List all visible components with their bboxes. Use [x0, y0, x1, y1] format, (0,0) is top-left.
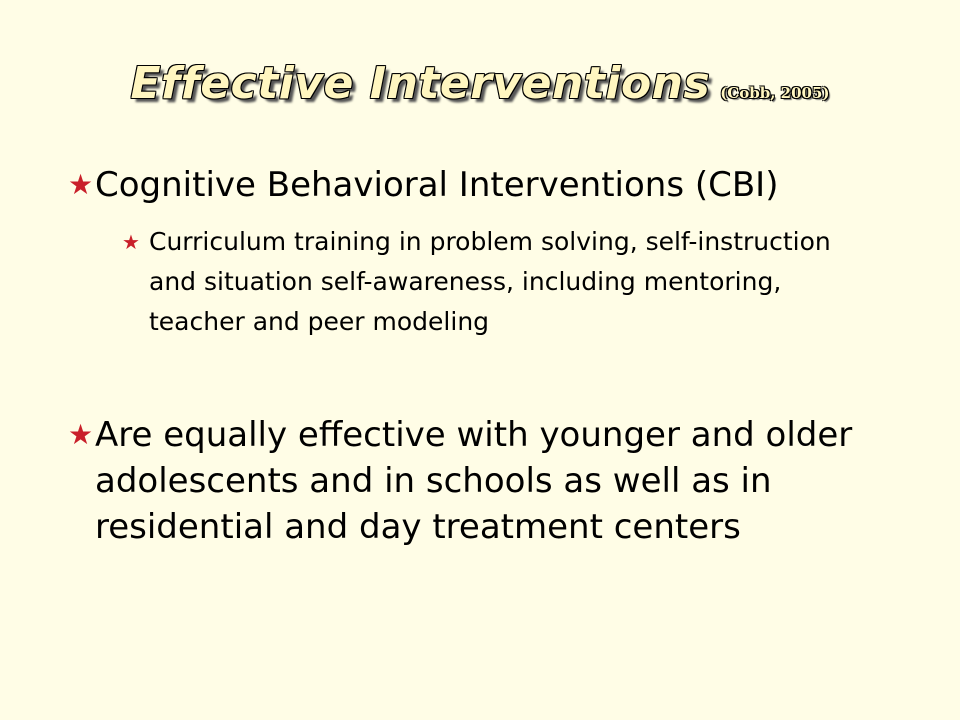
bullet-item-cbi — [68, 162, 918, 208]
bullet-text: Cognitive Behavioral Interventions (CBI) — [95, 165, 779, 205]
slide-title-row — [0, 58, 960, 109]
star-icon: ★ — [122, 230, 140, 254]
slide-citation: (Cobb, 2005) — [720, 84, 830, 102]
star-icon: ★ — [68, 168, 94, 201]
sub-bullet-text: Curriculum training in problem solving, self-instruction and situation self-awareness, including mentoring, teacher and peer modeling — [149, 227, 831, 336]
bullet-text: Are equally effective with younger and older adolescents and in schools as well as in residential and day treatment centers — [95, 415, 853, 547]
sub-bullet-item-curriculum — [122, 222, 882, 342]
star-icon: ★ — [68, 418, 94, 451]
bullet-item-effectiveness — [68, 412, 918, 550]
slide-title: Effective Interventions — [130, 58, 711, 109]
